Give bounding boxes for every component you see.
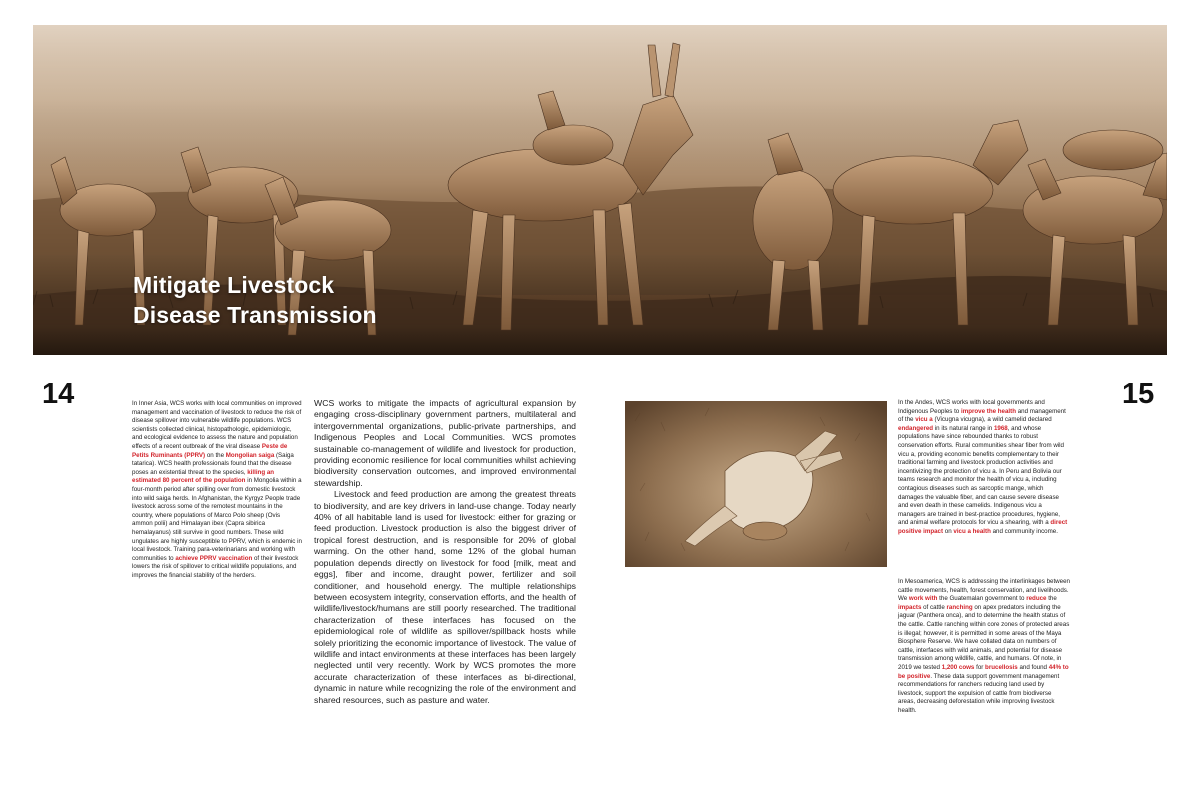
andes-paragraph	[898, 399, 1070, 537]
highlight-vicuna-health: vicu a health	[953, 527, 991, 535]
highlight-work-with: work with	[908, 595, 938, 603]
photo-fallen-saiga	[625, 401, 887, 567]
text-run: In the Andes, WCS works with local governments and Indigenous Peoples to	[898, 399, 1045, 415]
text-run: of cattle	[921, 603, 947, 611]
highlight-improve-health: improve the health	[960, 407, 1016, 415]
text-run: in Mongolia within a four-month period after spilling over from domestic livestock into wild saiga herds. In Afghanistan, the Kyrgyz People trade livestock across some of the remotest mountains in the country, where populations of Marco Polo sheep (Ovis ammon polii) and Himalayan ibex (Capra sibirica hemalayanus) still survive in good numbers. These wild ungulates are highly susceptible to PPRV, which is endemic in local livestock. Training para-veterinarians and working with communities to	[132, 477, 302, 562]
highlight-endangered: endangered	[898, 424, 934, 432]
text-run: on apex predators including the jaguar (Panthera onca), and to determine the health status of the cattle. Cattle ranching within core zones of protected areas is illegal; however, it is permitted in some areas of the Maya Biosphere Reserve. We have collated data on numbers of cattle, interfaces with wild animals, and potential for disease transmission among wildlife, cattle, and humans. Of note, in 2019 we tested	[898, 603, 1070, 671]
hero-photo-saiga-herd	[33, 25, 1167, 355]
main-paragraph-2: Livestock and feed production are among the greatest threats to biodiversity, and are key drivers in land-use change. Today nearly 40% of all habitable land is used for livestock: either for grazing or feed production. Livestock production is also the biggest driver of tropical forest destruction, and is responsible for 20% of global warming. On the other hand, some 12% of the global human population depends directly on livestock for food [milk, meat and eggs], fiber and income, draught power, fertilizer and soil conditioner, and household energy. The multiple relationships between ecosystem integrity, conservation efforts, and the health of wildlife/livestock/humans are still poorly researched. The traditional characterization of these interfaces has focused on the epidemiological role of wildlife as spillover/spillback hosts while solely prioritizing the economic importance of livestock. The value of wildlife and intact environments at these interfaces has been largely neglected until very recently. Work by WCS promotes the more accurate characterization of these interfaces as bi-directional, dynamic in nature while recognizing the role of the environment and shared resources, such as pasture and water.	[314, 489, 576, 705]
text-run: for	[974, 663, 986, 671]
text-run: . These data support government management recommendations for ranchers reducing land used by livestock, support the expulsion of cattle from biodiverse areas, decreasing deforestation while improving livestock health.	[898, 672, 1060, 714]
highlight-direct-positive-impact: direct positive impact	[898, 519, 1068, 535]
highlight-mongolian-saiga: Mongolian saiga	[225, 451, 275, 459]
mesoamerica-column	[898, 578, 1070, 724]
section-title-line1: Mitigate Livestock	[133, 272, 335, 298]
fallen-saiga-illustration	[625, 401, 887, 567]
mesoamerica-paragraph	[898, 578, 1070, 716]
section-title	[133, 270, 377, 330]
text-run: in its natural range in	[933, 424, 994, 432]
text-run: of their livestock lowers the risk of spillover to critical wildlife populations, and improves the financial stability of the herders.	[132, 554, 299, 579]
highlight-44-percent: 44% to be positive	[898, 663, 1069, 680]
text-run: the Guatemalan government to	[937, 595, 1027, 603]
highlight-brucellosis: brucellosis	[985, 663, 1018, 671]
text-run: In Mesoamerica, WCS is addressing the interlinkages between cattle movements, health, forest conservation, and livelihoods. We	[898, 578, 1070, 603]
text-run: and management of the	[898, 407, 1066, 424]
main-text-column	[314, 398, 576, 706]
page-number-left: 14	[42, 378, 75, 410]
text-run: (Saiga tatarica). WCS health professionals found that the disease poses an existential threat to the species,	[132, 451, 294, 476]
highlight-80-percent: killing an estimated 80 percent of the population	[132, 468, 275, 485]
highlight-1200-cows: 1,200 cows	[941, 663, 975, 671]
inner-asia-paragraph	[132, 400, 302, 580]
text-run: and community income.	[990, 527, 1058, 535]
highlight-ranching: ranching	[946, 603, 973, 611]
highlight-vaccination: achieve PPRV vaccination	[175, 554, 253, 562]
section-title-line2: Disease Transmission	[133, 302, 377, 328]
text-run: , and whose populations have since rebounded thanks to robust conservation efforts. Rural communities shear fiber from wild vicu a, providing economic benefits complementary to their traditional farming and livestock production activities and incentivizing the protection of vicu a. In Peru and Bolivia our teams research and monitor the health of vicu a, including contagious diseases such as sarcoptic mange, which damages the valuable fiber, and can cause severe disease and even death in these camelids. Indigenous vicu a managers are trained in best-practice procedures, hygiene, and animal welfare protocols for vicu a shearing, with a	[898, 424, 1064, 527]
text-run: In Inner Asia, WCS works with local communities on improved management and vaccination of livestock to reduce the risk of disease spillover into vulnerable wildlife populations. WCS scientists collected clinical, histopathologic, epidemiologic, and ecological evidence to assess the nature and population effects of a recent outbreak of the viral disease	[132, 400, 302, 450]
text-run: on the	[205, 451, 226, 459]
highlight-vicuna: vicu a	[915, 416, 933, 424]
highlight-impacts: impacts	[898, 603, 922, 611]
andes-column	[898, 399, 1070, 545]
page-number-right: 15	[1122, 378, 1155, 410]
text-run: the	[1046, 595, 1057, 603]
highlight-reduce: reduce	[1026, 595, 1047, 603]
text-run: on	[943, 527, 954, 535]
highlight-pprv: Peste de Petits Ruminants (PPRV)	[132, 442, 288, 459]
main-paragraph-1: WCS works to mitigate the impacts of agricultural expansion by engaging cross-disciplinary government partners, multilateral and intergovernmental organizations, public-private partnerships, and Indigenous Peoples and Local Communities. WCS promotes sustainable co-management of wildlife and livestock for production, providing economic resilience for local communities whilst achieving biodiversity conservation outcomes, and improved environmental stewardship.	[314, 398, 576, 488]
text-run: and found	[1017, 663, 1049, 671]
text-run: (Vicugna vicugna), a wild camelid declared	[932, 416, 1052, 424]
inner-asia-column	[132, 400, 302, 589]
highlight-1968: 1968	[993, 424, 1008, 432]
